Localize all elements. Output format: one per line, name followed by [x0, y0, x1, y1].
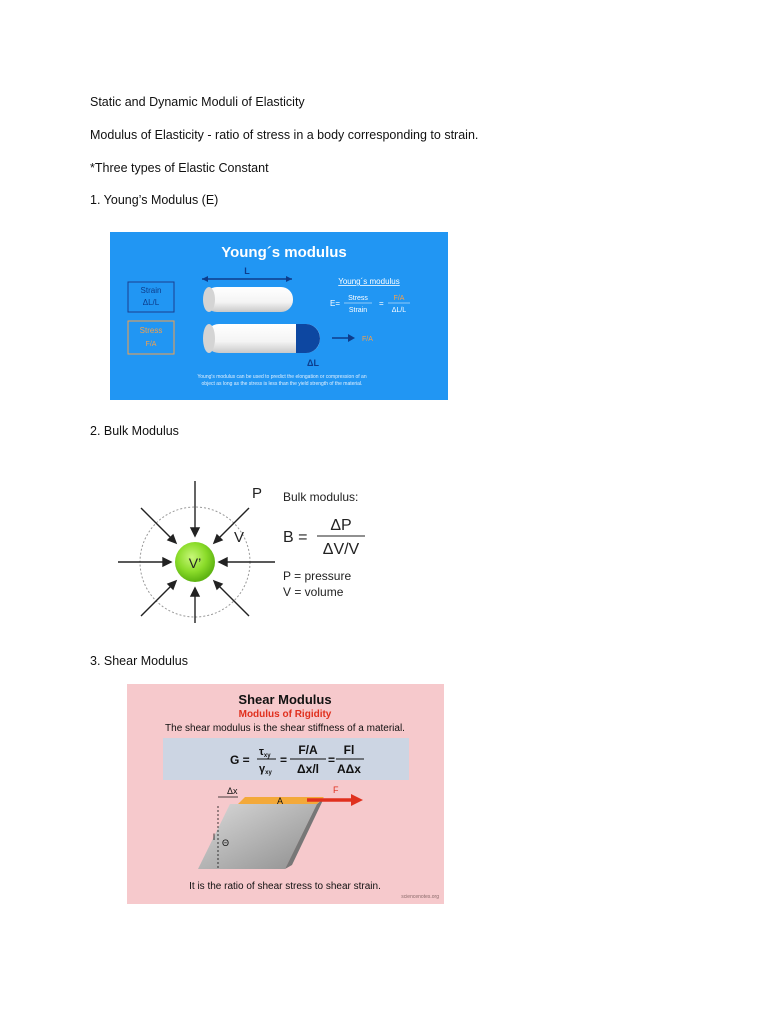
- length-label: L: [244, 266, 250, 276]
- bulk-eq-denominator: ΔV/V: [322, 541, 360, 558]
- shear-eq-equals-1: =: [280, 753, 288, 767]
- angle-label: Θ: [222, 838, 230, 848]
- young-eq-denominator-2: ΔL/L: [391, 307, 407, 314]
- stress-formula: F/A: [145, 341, 157, 348]
- shear-eq-fa: F/A: [298, 743, 318, 757]
- compressed-volume-label: V’: [188, 555, 202, 571]
- volume-symbol: V: [234, 529, 245, 546]
- heading-youngs-modulus: 1. Young’s Modulus (E): [90, 193, 219, 207]
- bulk-eq-numerator: ΔP: [330, 517, 352, 534]
- shear-caption: It is the ratio of shear stress to shear strain.: [189, 881, 381, 892]
- shear-credit: sciencenotes.org: [401, 894, 439, 900]
- definition-text: Modulus of Elasticity - ratio of stress in a body corresponding to strain.: [90, 128, 479, 142]
- stress-label: Stress: [139, 326, 163, 335]
- strain-label: Strain: [140, 286, 162, 295]
- stretched-cylinder-end: [203, 324, 215, 353]
- young-caption-line-1: Young's modulus can be used to predict the elongation or compression of an: [197, 374, 367, 380]
- young-eq-numerator-2: F/A: [393, 295, 405, 302]
- types-intro: *Three types of Elastic Constant: [90, 161, 269, 175]
- area-label: A: [277, 796, 284, 806]
- tau-subscript: xy: [263, 753, 271, 759]
- gamma-symbol: γ: [259, 763, 266, 775]
- shear-eq-fl: Fl: [343, 743, 355, 757]
- heading-bulk-modulus: 2. Bulk Modulus: [90, 424, 179, 438]
- dx-label: Δx: [227, 786, 238, 796]
- gamma-subscript: xy: [265, 770, 272, 776]
- youngs-modulus-figure: [110, 232, 448, 400]
- young-eq-equals: =: [379, 299, 384, 308]
- bulk-modulus-figure: [115, 478, 375, 623]
- height-label: l: [213, 832, 215, 842]
- shear-modulus-figure: [127, 684, 444, 904]
- shear-eq-dxl: Δx/l: [297, 762, 319, 776]
- shear-eq-g: G =: [230, 753, 250, 767]
- shear-title: Shear Modulus: [238, 692, 332, 707]
- heading-shear-modulus: 3. Shear Modulus: [90, 654, 188, 668]
- force-label: F: [333, 785, 339, 795]
- original-cylinder-end: [203, 287, 215, 312]
- shear-eq-adx: AΔx: [337, 762, 361, 776]
- original-cylinder: [205, 287, 293, 312]
- young-title: Young´s modulus: [221, 244, 347, 261]
- young-caption-line-2: object as long as the stress is less than the yield strength of the material.: [201, 381, 363, 387]
- elongation-label: ΔL: [307, 358, 319, 368]
- young-eq-numerator: Stress: [348, 295, 368, 302]
- young-eq-title: Young´s modulus: [338, 277, 400, 286]
- document-title: Static and Dynamic Moduli of Elasticity: [90, 95, 305, 109]
- young-eq-prefix: E=: [330, 299, 341, 308]
- bulk-eq-b: B =: [283, 529, 308, 546]
- shear-description: The shear modulus is the shear stiffness of a material.: [165, 723, 405, 734]
- pressure-symbol: P: [252, 485, 263, 502]
- shear-subtitle: Modulus of Rigidity: [238, 709, 332, 720]
- young-eq-denominator: Strain: [348, 307, 368, 314]
- bulk-legend-pressure: P = pressure: [283, 569, 352, 583]
- strain-formula: ΔL/L: [142, 298, 160, 307]
- tau-symbol: τ: [259, 746, 264, 758]
- force-label: F/A: [362, 336, 373, 343]
- bulk-title: Bulk modulus:: [283, 490, 359, 504]
- bulk-legend-volume: V = volume: [283, 585, 344, 599]
- shear-eq-equals-2: =: [328, 753, 336, 767]
